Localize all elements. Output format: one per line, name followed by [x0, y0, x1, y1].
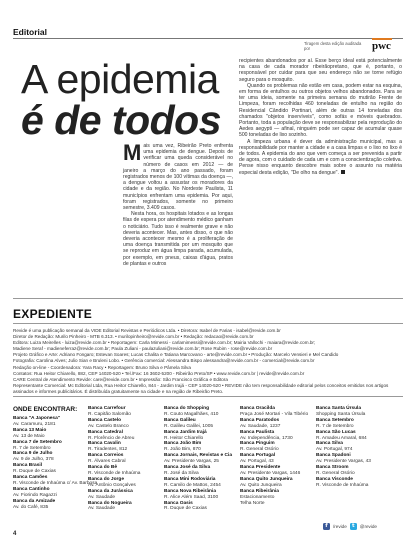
stand-entry: [13, 428, 97, 440]
stand-address: R. Visconde de Inhaúma c/ Av. Barbosa: [13, 480, 98, 486]
stands-column: [88, 406, 140, 512]
stand-entry: [164, 489, 232, 501]
stand-entry: [13, 487, 97, 499]
stand-name: Banca Stroom: [316, 465, 349, 471]
stand-name: Banca Jardim Irajá: [164, 429, 207, 435]
stand-name: Banca Cantinho: [13, 486, 50, 492]
twitter-icon[interactable]: t: [350, 523, 357, 530]
credit-line: Madiene Seraf - madieneferraz@revide.com.br; Paula Zuliani - paulazuliani@revide.com.br; Rose Rubim - rose@revide.com.br: [13, 346, 273, 352]
where-to-find-title: ONDE ENCONTRAR:: [13, 406, 78, 413]
stand-entry: [88, 465, 140, 477]
stand-name: Banca Quito Junqueira: [240, 476, 293, 482]
stand-name: Banca Catedral: [88, 429, 123, 435]
stand-address: R. Alice Além Saad, 3100: [164, 494, 219, 500]
stand-entry: [240, 406, 308, 418]
stand-entry: [88, 453, 140, 465]
stand-name: Banca Silva: [316, 441, 343, 447]
credit-line: Projeto Gráfico e Arte: Adriano Fongaro; Estevan Soares; Lucas Chalita e Tatiana Marcovano - arte@revide.com.br • Produção: Marcelo Vensieri e Mel Candido: [13, 352, 339, 358]
stand-name: Banca Presidente: [240, 465, 281, 471]
stand-address: R. Amadeu Amaral, 684: [316, 435, 367, 441]
stand-entry: [240, 418, 308, 430]
stand-name: Banca 9 de Julho: [13, 451, 53, 457]
stand-entry: [240, 441, 308, 453]
stand-address: Av. Portugal, 43: [240, 459, 274, 465]
credit-line: Representante Comercial: Mc Editorial Ltda, Rua Heitor Chiarello, 844 - Jardim Irajá - CEP 14020-520 • REVIDE não tem responsabilidade editorial pelos conceitos emitidos nos artigos assinados e informes publicitários. É distribuída gratuitamente na cidade e na região de Ribeirão Preto.: [13, 382, 389, 394]
stand-address: Av. Saudade: [88, 506, 116, 512]
stand-address: R. Galileu Galilei, 1005: [164, 423, 214, 429]
stand-name: Banca 7 de Setembro: [13, 439, 62, 445]
audit-note: Tiragem desta edição auditada por: [304, 41, 362, 51]
stand-name: Banca da Amizade: [13, 498, 56, 504]
stand-entry: [316, 430, 371, 442]
stand-address: R. Duque de Caxias: [13, 469, 56, 475]
stand-address: R. General Osório: [316, 470, 355, 476]
stand-name: Banca do Bê: [88, 465, 118, 471]
credit-line: CARE Central de Atendimento Revide: care@revide.com.br • Impressão: São Francisco Gráfica e Editora: [13, 376, 228, 382]
stand-entry: [88, 489, 140, 501]
stand-entry: [240, 477, 308, 489]
stand-address: R. General Osório: [240, 447, 279, 453]
stand-name: Banca Oasis: [164, 500, 193, 506]
stand-name: Banca Mini Rodoviária: [164, 476, 216, 482]
stand-entry: [164, 418, 232, 430]
stand-entry: [164, 430, 232, 442]
stand-name: Banca Paulista: [240, 429, 275, 435]
stand-entry: [13, 499, 97, 511]
stand-entry: [164, 477, 232, 489]
stand-name: Banca Portugal: [240, 453, 276, 459]
stand-entry: [88, 501, 140, 513]
stand-address: R. Florêncio de Abreu: [88, 435, 135, 441]
stand-entry: [164, 406, 232, 418]
stand-address: Av. Quito Junqueira: [240, 482, 282, 488]
stand-name: Banca Brasil: [13, 463, 43, 469]
facebook-handle[interactable]: /revide: [333, 524, 347, 529]
stand-entry: [13, 475, 97, 487]
stand-entry: [13, 440, 97, 452]
credit-line: Editora: Luiza Meirelles - luiza@revide.com.br • Reportagem: Carla Mimessi - carlamimessi@revide.com.br; Mairia Vallochi - maiara@revide.com.br;: [13, 340, 316, 346]
credit-line: Fotografia: Carolina Alves; Julio Sian e Bruleni Lobo. • Gerência comercial: Alessandra Bispo alessandra@revide.com.br - comercial@revide.com.br: [13, 358, 315, 364]
stand-entry: [240, 430, 308, 442]
stand-entry: [240, 453, 308, 465]
stand-name: Banca Carrefour: [88, 406, 126, 411]
credit-line: Diretor de Redação: Murilo Pinheiro - MTB 6.313. • murilopinheiro@revide.com.br • Redação: redacao@revide.com.br: [13, 334, 254, 340]
stand-address: Av. Saudade, 1237: [240, 423, 281, 429]
stand-entry: [164, 465, 232, 477]
stand-name: Banca do Nogueira: [88, 500, 132, 506]
stands-column: [240, 406, 308, 506]
stand-entry: [316, 453, 371, 465]
stand-address: Av. 13 de Maio: [13, 433, 45, 439]
stand-entry: [316, 465, 371, 477]
article-column-left: [123, 140, 233, 267]
stand-entry: [316, 441, 371, 453]
stand-address: R. Duque de Caxias: [164, 506, 207, 512]
stand-address: Telha Norte: [240, 500, 265, 506]
stands-column: [164, 406, 232, 512]
stand-entry: [88, 441, 140, 453]
stand-entry: [88, 477, 140, 489]
twitter-handle[interactable]: @revide: [359, 524, 377, 529]
stand-name: Banca do Shopping: [164, 406, 210, 411]
article-paragraph: A limpeza urbana é dever da administração municipal, mas a responsabilidade por manter a cidade e a casa limpas e o lixo no lixo é de todos. A epidemia do ano que vem começa a ser prevenida a partir de agora, com o cuidado de cada um e com a conscientização coletiva. Pense nisso enquanto descobre mais sobre o assunto na matéria especial desta edição, "De olho na dengue".: [239, 138, 402, 176]
stand-address: R. Visconde de Inhaúma: [88, 470, 141, 476]
page-number: 4: [13, 531, 17, 537]
stand-address: R. Visconde de Inhaúma: [316, 482, 369, 488]
stand-entry: [316, 406, 371, 418]
section-label: Editorial: [13, 27, 48, 37]
stand-address: R. 7 de Setembro: [13, 445, 51, 451]
stand-address: Av. Independência, 1730: [240, 435, 293, 441]
stand-name: Banca São Lucas: [316, 429, 356, 435]
stand-address: R. Tiradentes, 812: [88, 447, 128, 453]
stand-entry: [316, 477, 371, 489]
stand-name: Banca Setembro: [316, 417, 354, 423]
article-paragraph: Nesta hora, os hospitais lotados e as longas filas de espera por atendimento médico ganham o noticiário. Tudo isso é realmente grave e não deveria acontecer. Mas, antes disso, o que não deveria acontecer mesmo é a proliferação de uma doença transmitida por um mosquito que se reproduz em água limpa parada, acumulada, por exemplo, em pneus, caixas d'água, pratos de plantas e outros: [123, 211, 233, 267]
stand-address: Av. Saudade: [88, 494, 116, 500]
stands-column: [316, 406, 371, 489]
stand-entry: [88, 418, 140, 430]
stand-entry: [240, 489, 308, 501]
stand-address: Av. Presidente Vargas, 43: [316, 459, 371, 465]
stand-name: Banca da Jurássica: [88, 488, 133, 494]
expediente-divider-bottom: [13, 323, 403, 324]
stand-address: R. Camilo de Mattos, 2454: [164, 482, 221, 488]
stands-column: [13, 416, 97, 511]
social-links: [323, 523, 377, 530]
stand-entry: [316, 418, 371, 430]
stand-name: Banca Visconde: [316, 476, 353, 482]
stand-name: Banca João Bim: [164, 441, 202, 447]
stand-address: Av. Presidente Vargas, 25: [164, 459, 219, 465]
stand-address: R. José da Silva: [164, 470, 199, 476]
stand-address: R. João Bim, 870: [164, 447, 201, 453]
stand-address: R. Álvares Cabral: [88, 459, 126, 465]
stand-name: Banca do Jorge: [88, 476, 124, 482]
stand-name: Banca Pinguim: [240, 441, 275, 447]
stand-entry: [240, 501, 308, 507]
stand-address: Estacionamento: [240, 494, 275, 500]
stand-entry: [88, 430, 140, 442]
article-paragraph: recipientes abandonados por aí. Esse berço ideal está potencialmente na casa de cada morador ribeirãopretano, que é, portanto, o responsável por cuidar para que seu endereço não se torne refúgio seguro para o mosquito.: [239, 58, 402, 83]
stand-address: Av. Fiorindo Ragazzi: [13, 492, 57, 498]
stand-name: Banca Camões: [13, 475, 48, 481]
stand-address: R. Heitor Chiarello: [164, 435, 204, 441]
headline-line-2: é de todos: [21, 97, 222, 143]
stand-name: Banca Paratodos: [240, 417, 280, 423]
stand-entry: [13, 451, 97, 463]
article-column-right: [239, 58, 402, 176]
credit-line: Redação on-line - Coordenadora: Yara Racy • Reportagem: Bruno Silva e Pâmela Silva: [13, 364, 191, 370]
facebook-icon[interactable]: f: [323, 523, 330, 530]
stand-address: Av. do Café, 835: [13, 504, 49, 510]
pwc-logo: pwc: [372, 40, 391, 52]
stand-name: Banca José da Silva: [164, 465, 211, 471]
stand-address: Av. Antônio Gonçalves: [88, 482, 136, 488]
stand-name: Banca "A Japonesa": [13, 416, 61, 421]
stand-name: Banca Ribeirânia: [240, 488, 279, 494]
stand-address: Praça José Mortari - Vila Tibério: [240, 411, 309, 417]
stand-address: Shopping Santa Úrsula: [316, 411, 366, 417]
stand-address: Av. 9 de Julho, 378: [13, 457, 54, 463]
end-mark: [341, 170, 345, 174]
stand-name: Banca Nova Ribeirânia: [164, 488, 216, 494]
expediente-divider-top: [13, 298, 403, 299]
stand-address: Av. Presidente Vargas, 1446: [240, 470, 301, 476]
stand-name: Banca Galileu: [164, 417, 196, 423]
stand-entry: [240, 465, 308, 477]
stand-entry: [164, 501, 232, 513]
stand-entry: [13, 463, 97, 475]
stand-address: Av. Portugal, 974: [316, 447, 353, 453]
stand-address: Av. Caramuru, 2181: [13, 421, 56, 427]
stand-name: Banca Jornais, Revistas e Cia: [164, 453, 232, 459]
credit-line: Revide é uma publicação semanal da VIDE Editorial Revistas e Periódicos Ltda. • Diretora: Isabel de Farias - isabel@revide.com.br: [13, 328, 281, 333]
stand-entry: [88, 406, 140, 418]
headline-line-1: A epidemia: [21, 56, 219, 102]
article-paragraph: Mais uma vez, Ribeirão Preto enfrenta uma epidemia de dengue. Depois de verificar uma queda considerável no número de casos em 2012 — de janeiro a março do ano passado, foram registrados menos de 100 vítimas da doença —, a dengue voltou a assustar os moradores da cidade e da região. No Nordeste Paulista, 11 municípios enfrentam uma epidemia. Por aqui, foram registrados, somente no primeiro semestre, 3.409 casos.: [123, 140, 233, 212]
stand-address: R. Couto Magalhães, 410: [164, 411, 219, 417]
expediente-credits: [13, 328, 403, 395]
stand-address: R. 7 de Setembro: [316, 423, 354, 429]
stand-name: Banca Castelo: [88, 417, 122, 423]
stand-name: Banca Spadoni: [316, 453, 351, 459]
article-paragraph: Quando os problemas não estão em casa, podem estar na esquina, em forma de entulhos ou outros objetos velhos abandonados. Para se ter uma ideia, somente na primeira semana do mutirão Frente de Limpeza, foram recolhidas 460 toneladas de entulho na região do Residencial Cândido Portinari, além de outras 14 toneladas dos chamados "objetos inservíveis", como sofás e móveis quebrados. Portanto, toda a população deve se responsabilizar pela reprodução do Aedes aegypti — afinal, ninguém pode ser capaz de acumular quase 500 toneladas de lixo sozinho.: [239, 82, 402, 139]
stand-entry: [164, 453, 232, 465]
credit-line: Contatos: Rua Heitor Chiarello, 882, CEP 14020-520 • Tel./Fax: 16 3602-5200 - Ribeirão Preto/SP • www.revide.com.br | revide@revide.com.br: [13, 370, 305, 376]
stand-entry: [13, 416, 97, 428]
stand-name: Banca Cavalin: [88, 441, 121, 447]
where-to-find-divider: [13, 396, 403, 397]
stand-name: Banca 13 Maio: [13, 427, 47, 433]
stand-name: Banca Santa Úrsula: [316, 406, 362, 411]
stand-address: R. Capitão Salomão: [88, 411, 131, 417]
top-divider: [13, 38, 403, 39]
expediente-title: EXPEDIENTE: [13, 307, 93, 321]
stand-address: Av. Castelo Branco: [88, 423, 129, 429]
drop-cap: M: [123, 140, 142, 165]
stand-name: Banca Oracilda: [240, 406, 275, 411]
stand-name: Banca Correios: [88, 453, 124, 459]
stand-entry: [164, 441, 232, 453]
